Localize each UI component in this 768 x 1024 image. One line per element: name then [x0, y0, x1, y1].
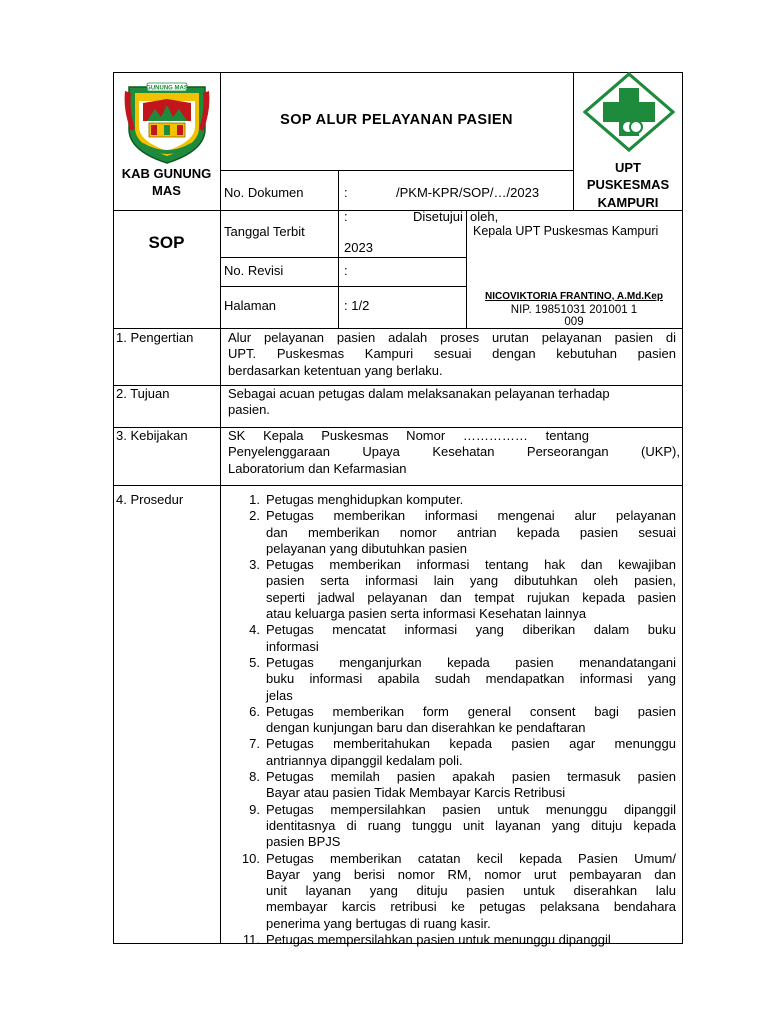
kebijakan-line: SK Kepala Puskesmas Nomor …………… tentang — [228, 428, 589, 443]
prosedur-item-line: membayar karcis retribusi ke petugas pelaksana bendahara — [266, 899, 676, 915]
approval-oleh: oleh, — [470, 209, 499, 224]
prosedur-item-number: 5. — [249, 654, 260, 670]
approval-word: Disetujui — [413, 209, 463, 224]
approver-nip-suffix: 009 — [564, 316, 584, 328]
no-dokumen-value: /PKM-KPR/SOP/…/2023 — [396, 185, 540, 200]
logo-banner-text: GUNUNG MAS — [146, 85, 188, 92]
prosedur-item-line: Petugas menganjurkan kepada pasien menandatangani — [266, 654, 676, 670]
prosedur-item-line: pasien serta informasi lain yang dibutuhkan oleh pasien, — [266, 573, 676, 589]
prosedur-item-line: dan memberikan nomor antrian kepada pasien sesuai — [266, 524, 676, 540]
prosedur-item-line: antriannya dipanggil kedalam poli. — [266, 752, 463, 768]
meta-colon-divider — [338, 170, 339, 328]
prosedur-item-number: 11. — [242, 932, 260, 948]
prosedur-item-line: Petugas mencatat informasi yang diberikan dalam buku — [266, 622, 676, 638]
prosedur-item-line: buku informasi apabila sudah mendapatkan informasi yang — [266, 671, 676, 687]
no-dokumen-colon: : — [344, 185, 348, 200]
prosedur-item-line: Petugas mempersilahkan pasien untuk menunggu dipanggil — [266, 932, 611, 948]
prosedur-item — [230, 802, 676, 851]
prosedur-item-number: 1. — [249, 492, 260, 507]
prosedur-item — [230, 655, 676, 704]
tujuan-line: pasien. — [228, 402, 270, 418]
prosedur-item-line: Petugas memberikan informasi tentang hak dan kewajiban — [266, 557, 676, 573]
kebijakan-line: Penyelenggaraan Upaya Kesehatan Perseorangan (UKP), — [228, 444, 680, 460]
prosedur-item-line: Petugas memberikan form general consent bagi pasien — [266, 703, 676, 719]
prosedur-item-line: Petugas menghidupkan komputer. — [266, 492, 464, 507]
prosedur-item-number: 4. — [249, 622, 260, 638]
prosedur-item — [230, 932, 676, 948]
tujuan-line: Sebagai acuan petugas dalam melaksanakan pelayanan terhadap — [228, 386, 610, 401]
prosedur-item-line: Petugas memberikan catatan kecil kepada Pasien Umum/ — [266, 850, 676, 866]
prosedur-item-line: Bayar yang berisi nomor RM, nomor urut pembayaran dan — [266, 866, 676, 882]
region-name: KAB GUNUNG MAS — [121, 166, 212, 198]
tanggal-terbit-colon: : — [344, 209, 348, 224]
tanggal-row-divider — [220, 257, 466, 258]
prosedur-item-number: 2. — [249, 508, 260, 524]
pengertian-line: Alur pelayanan pasien adalah proses urutan pelayanan pasien di — [228, 330, 676, 345]
label-column-divider — [220, 72, 221, 944]
prosedur-item-line: unit layanan yang dituju pasien untuk diserahkan lalu — [266, 883, 676, 899]
revisi-row-divider — [220, 286, 466, 287]
prosedur-item-line: Bayar atau pasien Tidak Membayar Karcis Retribusi — [266, 785, 566, 801]
halaman-value: : 1/2 — [344, 298, 370, 313]
prosedur-item — [230, 851, 676, 932]
halaman-label: Halaman — [224, 298, 277, 313]
kebijakan-row-divider — [113, 485, 683, 486]
prosedur-item — [230, 557, 676, 622]
kab-gunung-mas-logo — [121, 81, 213, 165]
prosedur-item-line: seperti jadwal pelayanan dan tempat rujukan kepada pasien — [266, 589, 676, 605]
prosedur-item-line: penerima yang bertugas di ruang kasir. — [266, 915, 491, 931]
sop-label: SOP — [148, 233, 185, 252]
no-dokumen-label: No. Dokumen — [224, 185, 304, 200]
approver-name: NICOVIKTORIA FRANTINO, A.Md.Kep — [485, 291, 663, 302]
table-border-left — [113, 72, 114, 944]
sop-document — [113, 72, 683, 948]
prosedur-item-line: pelayanan yang dibutuhkan pasien — [266, 540, 467, 556]
prosedur-item-line: atau keluarga pasien serta informasi Kesehatan lainnya — [266, 606, 587, 622]
tujuan-label: 2. Tujuan — [116, 386, 170, 401]
prosedur-item-line: dengan kunjungan baru dan diserahkan ke pendaftaran — [266, 720, 586, 736]
prosedur-item-line: Petugas memberikan informasi mengenai alur pelayanan — [266, 508, 676, 524]
pengertian-label: 1. Pengertian — [116, 330, 194, 345]
prosedur-item-number: 8. — [249, 769, 260, 785]
prosedur-label: 4. Prosedur — [116, 492, 184, 507]
prosedur-item — [230, 769, 676, 802]
prosedur-item-line: pasien BPJS — [266, 834, 341, 850]
prosedur-item — [230, 622, 676, 655]
pengertian-text — [228, 330, 676, 379]
prosedur-item — [230, 736, 676, 769]
prosedur-item-line: Petugas memberitahukan kepada pasien agar menunggu — [266, 736, 676, 752]
kebijakan-line: Laboratorium dan Kefarmasian — [228, 460, 407, 476]
approver-title: Kepala UPT Puskesmas Kampuri — [473, 224, 659, 238]
prosedur-item-number: 6. — [249, 703, 260, 719]
tanggal-terbit-year: 2023 — [344, 240, 373, 255]
prosedur-item-number: 10. — [241, 850, 260, 866]
prosedur-item-number: 3. — [249, 557, 260, 573]
prosedur-item-number: 7. — [249, 736, 260, 752]
kebijakan-label: 3. Kebijakan — [116, 428, 188, 443]
kebijakan-text — [228, 428, 680, 477]
puskesmas-logo — [583, 72, 675, 154]
prosedur-item-line: jelas — [266, 687, 293, 703]
no-revisi-label: No. Revisi — [224, 263, 284, 278]
prosedur-item-number: 9. — [249, 801, 260, 817]
prosedur-item — [230, 492, 676, 508]
prosedur-item-line: Petugas memilah pasien apakah pasien termasuk pasien — [266, 769, 676, 785]
tanggal-terbit-label: Tanggal Terbit — [224, 224, 305, 239]
tujuan-text — [228, 386, 676, 419]
prosedur-item — [230, 704, 676, 737]
approver-nip: NIP. 19851031 201001 1 — [510, 304, 638, 316]
no-revisi-colon: : — [344, 263, 348, 278]
organization-name: UPT PUSKESMAS KAMPURI — [586, 160, 670, 210]
title-row-divider — [220, 170, 573, 171]
prosedur-item-line: Petugas mempersilahkan pasien untuk menunggu dipanggil — [266, 801, 676, 817]
prosedur-item — [230, 508, 676, 557]
pengertian-line: berdasarkan ketentuan yang berlaku. — [228, 362, 443, 378]
pengertian-line: UPT. Puskesmas Kampuri sesuai dengan kebutuhan pasien — [228, 346, 676, 362]
prosedur-item-line: informasi — [266, 638, 319, 654]
document-title: SOP ALUR PELAYANAN PASIEN — [280, 112, 513, 128]
prosedur-item-line: identitasnya di ruang tunggu unit layanan yang dituju kepada — [266, 817, 676, 833]
prosedur-list — [230, 492, 676, 948]
